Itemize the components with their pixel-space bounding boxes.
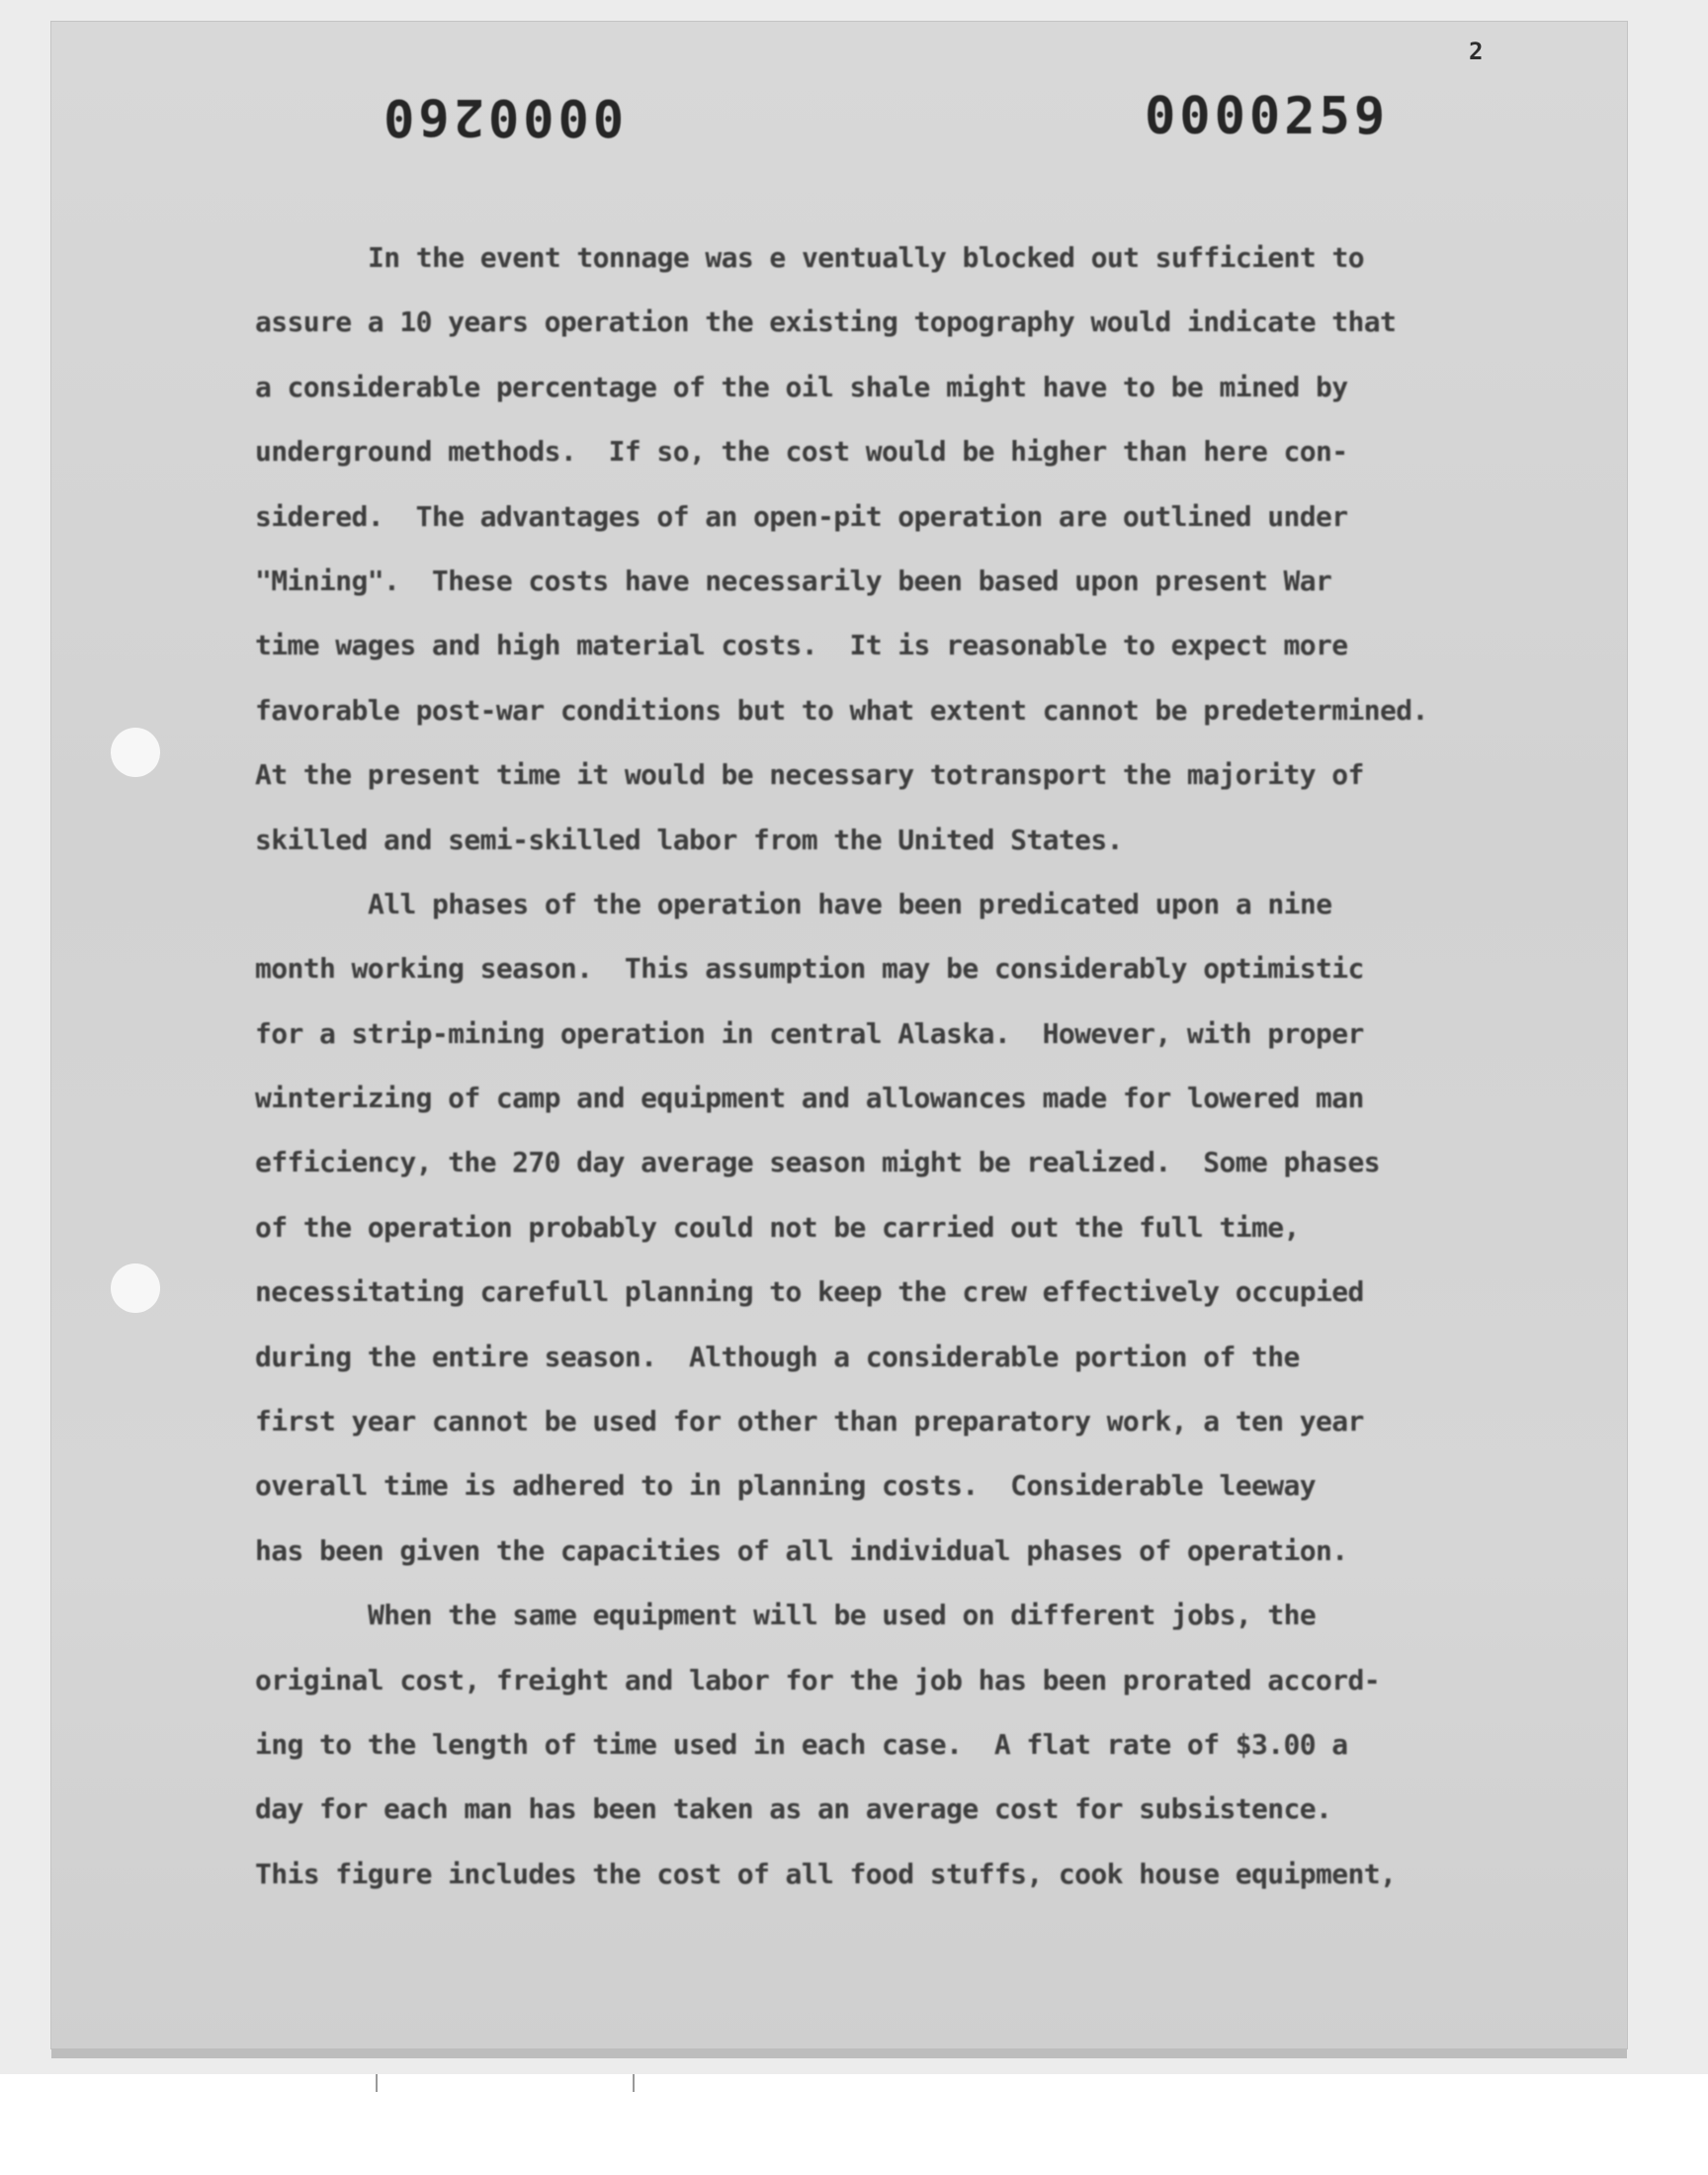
text-line: time wages and high material costs. It is reasonable to expect more: [255, 629, 1348, 662]
text-line: winterizing of camp and equipment and allowances made for lowered man: [255, 1082, 1364, 1115]
text-line: necessitating carefull planning to keep the crew effectively occupied: [255, 1275, 1364, 1309]
page-number: 2: [1469, 38, 1484, 65]
text-line: assure a 10 years operation the existing topography would indicate that: [255, 305, 1397, 339]
text-line: month working season. This assumption may be considerably optimistic: [255, 952, 1364, 986]
text-line: In the event tonnage was e ventually blocked out sufficient to: [368, 241, 1364, 274]
text-line: of the operation probably could not be carried out the full time,: [255, 1210, 1300, 1244]
page-bottom-edge: [51, 2048, 1627, 2058]
text-line: a considerable percentage of the oil shale might have to be mined by: [255, 370, 1348, 403]
text-line: ing to the length of time used in each case. A flat rate of $3.00 a: [255, 1727, 1348, 1761]
text-line: favorable post-war conditions but to what extent cannot be predetermined.: [255, 693, 1428, 727]
text-line: All phases of the operation have been predicated upon a nine: [368, 887, 1332, 920]
text-line: for a strip-mining operation in central Alaska. However, with proper: [255, 1016, 1364, 1050]
scanner-tick-mark: [633, 2074, 635, 2092]
text-line: day for each man has been taken as an average cost for subsistence.: [255, 1792, 1332, 1826]
document-body: [255, 225, 1491, 1906]
text-line: When the same equipment will be used on different jobs, the: [368, 1599, 1317, 1632]
text-line: At the present time it would be necessary totransport the majority of: [255, 758, 1364, 792]
text-line: efficiency, the 270 day average season might be realized. Some phases: [255, 1146, 1381, 1179]
text-line: has been given the capacities of all individual phases of operation.: [255, 1533, 1348, 1567]
punch-hole: [111, 1263, 160, 1313]
text-line: sidered. The advantages of an open-pit operation are outlined under: [255, 499, 1348, 533]
scanner-margin: [0, 2074, 1708, 2175]
text-line: "Mining". These costs have necessarily been based upon present War: [255, 564, 1332, 597]
punch-hole: [111, 728, 160, 777]
text-line: overall time is adhered to in planning costs. Considerable leeway: [255, 1469, 1316, 1503]
document-stamp-number: 0000259: [1145, 87, 1390, 146]
text-line: first year cannot be used for other than preparatory work, a ten year: [255, 1405, 1364, 1438]
text-line: skilled and semi-skilled labor from the United States.: [255, 823, 1123, 856]
text-line: underground methods. If so, the cost would be higher than here con-: [255, 435, 1348, 469]
text-line: original cost, freight and labor for the job has been prorated accord-: [255, 1663, 1381, 1696]
document-stamp-number-inverted: 0000260: [380, 87, 625, 146]
text-line: during the entire season. Although a considerable portion of the: [255, 1340, 1300, 1373]
text-line: This figure includes the cost of all food stuffs, cook house equipment,: [255, 1857, 1397, 1890]
scanner-tick-mark: [376, 2074, 378, 2092]
